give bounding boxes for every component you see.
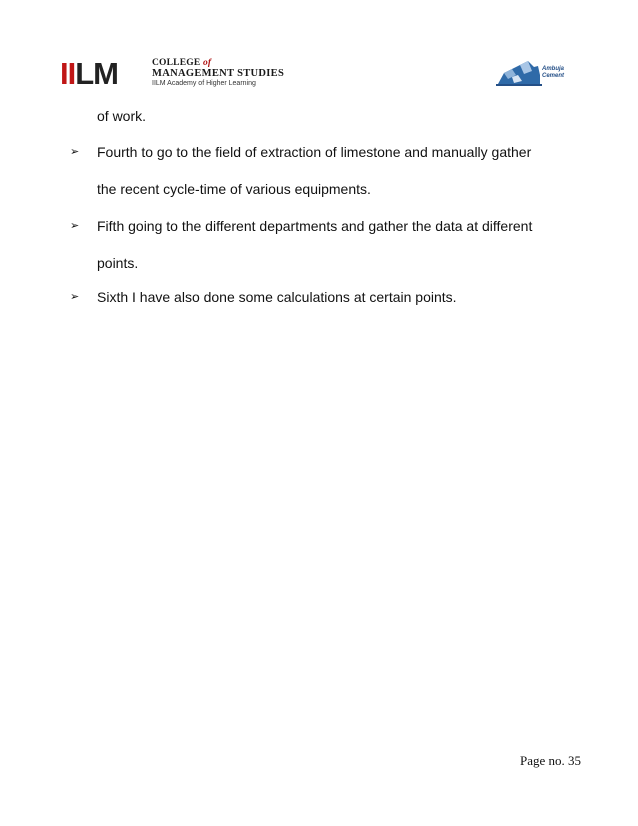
page-number: Page no. 35 <box>520 753 582 768</box>
iilm-logo-text <box>152 58 352 88</box>
bullet-arrow-icon: ➢ <box>70 220 80 232</box>
iilm-logo-mark-text: IILM <box>60 56 118 91</box>
bullet-1-line-2: the recent cycle-time of various equipments. <box>97 181 371 197</box>
bullet-3-line-1: Sixth I have also done some calculations at certain points. <box>97 289 457 305</box>
continuation-text: of work. <box>97 108 147 124</box>
bullet-2-line-2: points. <box>97 255 139 271</box>
iilm-logo-line1 <box>152 58 352 68</box>
bullet-1-line-1: Fourth to go to the field of extraction of limestone and manually gather <box>97 144 532 160</box>
iilm-logo-line2: MANAGEMENT STUDIES <box>152 68 285 79</box>
ambuja-cement-logo-icon <box>494 57 582 87</box>
iilm-logo-line1-italic: of <box>202 58 212 68</box>
bullet-2-line-1: Fifth going to the different departments and gather the data at different <box>97 218 533 234</box>
iilm-logo-mark <box>60 56 118 91</box>
ambuja-logo-line1: Ambuja <box>542 66 565 72</box>
ambuja-logo-line2: Cement <box>542 73 565 79</box>
bullet-arrow-icon: ➢ <box>70 291 80 303</box>
ambuja-logo-text <box>542 66 564 80</box>
iilm-logo-line3: IILM Academy of Higher Learning <box>152 80 256 87</box>
bullet-arrow-icon: ➢ <box>70 146 80 158</box>
iilm-logo-line1-prefix: COLLEGE <box>152 58 203 68</box>
